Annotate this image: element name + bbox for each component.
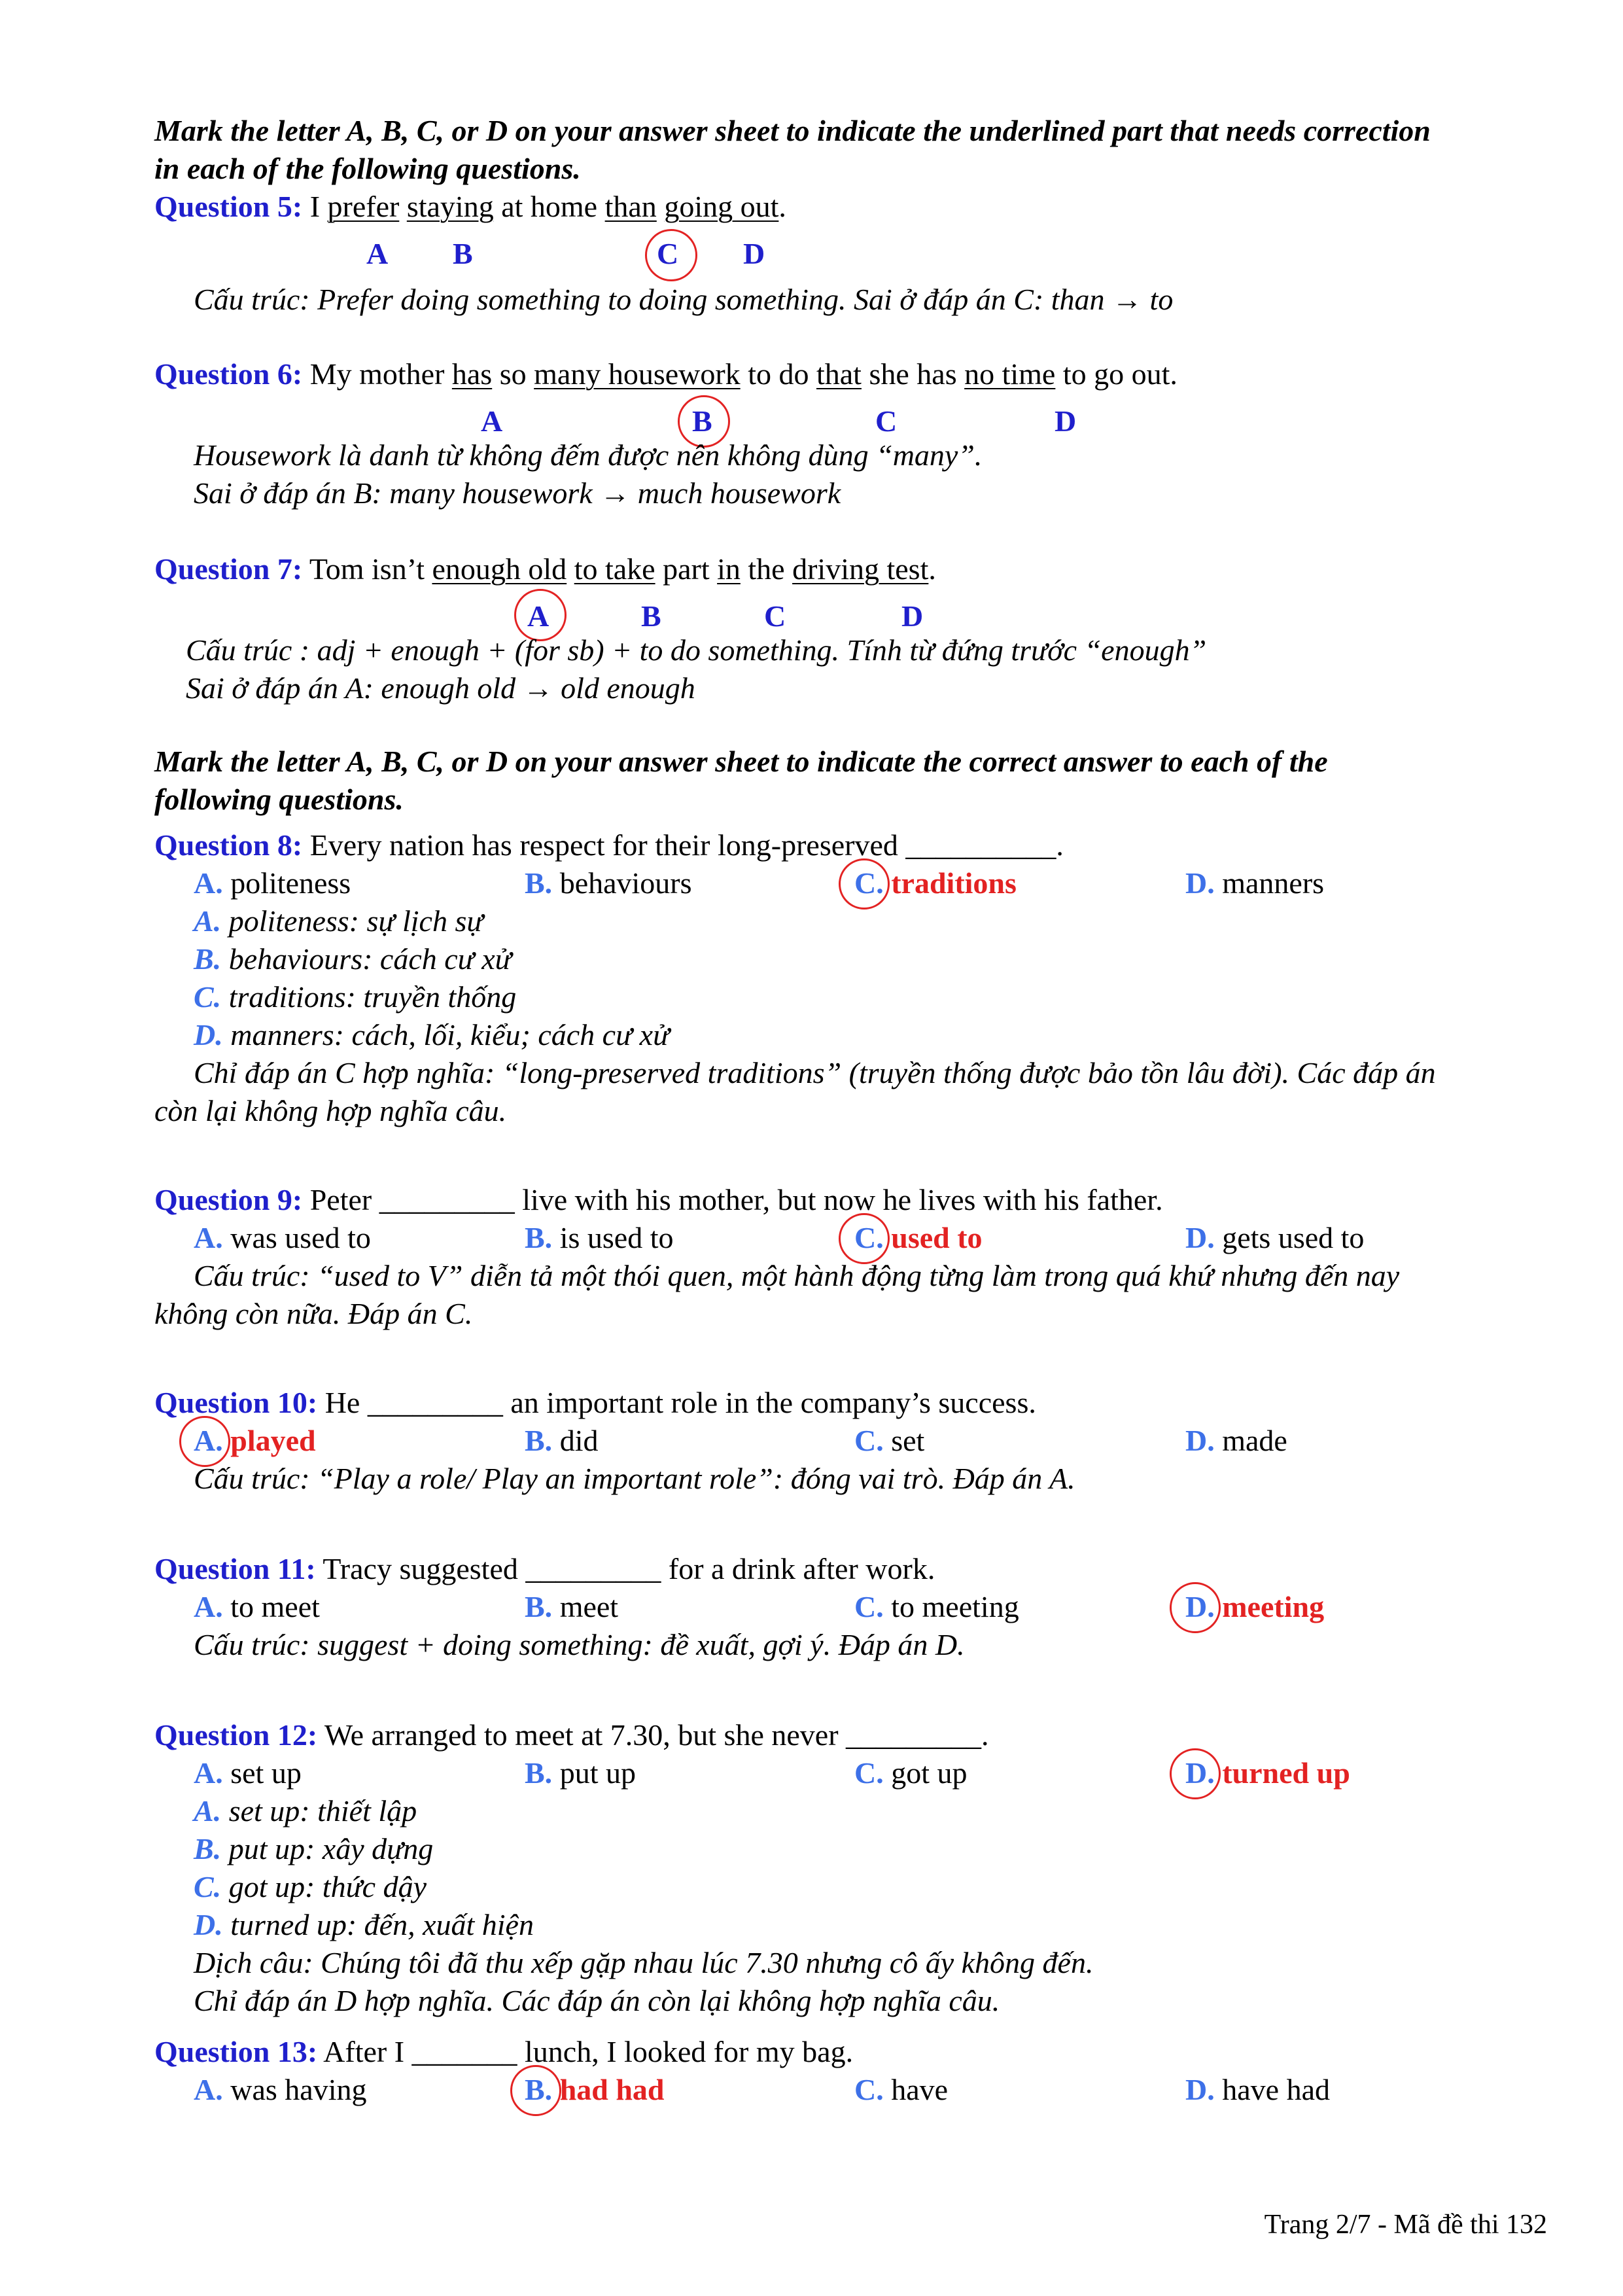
explanation: Chỉ đáp án C hợp nghĩa: “long-preserved traditions” (truyền thống được bảo tồn lâu đời). Các đáp án (194, 1056, 1436, 1089)
option-text: did (552, 1424, 599, 1457)
answer-circle (1170, 1582, 1221, 1633)
option-letter: D. (1185, 1221, 1215, 1254)
text: to do (740, 357, 816, 391)
question-label: Question 9: (154, 1183, 303, 1216)
letter-b: B (453, 237, 473, 270)
question-text: Every nation has respect for their long-preserved __________. (302, 828, 1064, 862)
answer-circle (179, 1416, 230, 1467)
explanation-text: set up: thiết lập (221, 1794, 417, 1828)
letter-a: A (481, 404, 503, 438)
option-letter: B. (525, 1424, 553, 1457)
option-letter: C. (194, 1870, 222, 1903)
explanation: Sai ở đáp án B: many housework → much housework (194, 476, 841, 510)
option-text: have had (1214, 2073, 1330, 2106)
option-c (854, 1589, 1019, 1625)
question-7 (154, 551, 936, 588)
text (657, 190, 665, 223)
text (567, 552, 574, 586)
letter-a: A (527, 599, 550, 633)
option-a (194, 1589, 320, 1625)
option-text: gets used to (1214, 1221, 1365, 1254)
option-a (194, 1220, 371, 1256)
option-letter: B. (525, 1756, 553, 1790)
question-text: After I _______ lunch, I looked for my bag. (317, 2035, 854, 2068)
correct-answer: used to (891, 1221, 983, 1254)
letter-c: C (764, 599, 786, 633)
explanation: Dịch câu: Chúng tôi đã thu xếp gặp nhau lúc 7.30 nhưng cô ấy không đến. (194, 1946, 1094, 1979)
explanation: Cấu trúc: “Play a role/ Play an important role”: đóng vai trò. Đáp án A. (194, 1462, 1075, 1495)
explanation: còn lại không hợp nghĩa câu. (154, 1094, 507, 1127)
question-5 (154, 188, 786, 225)
option-letter: D. (1185, 1424, 1215, 1457)
option-explanation (194, 1869, 427, 1905)
option-letter: B. (525, 1590, 553, 1623)
instruction-line: Mark the letter A, B, C, or D on your answer sheet to indicate the underlined part that needs correction (154, 114, 1431, 147)
option-letter: A. (194, 1590, 223, 1623)
option-a (194, 2072, 366, 2108)
option-text: set (883, 1424, 925, 1457)
explanation-text: put up: xây dựng (221, 1832, 434, 1865)
question-label: Question 5: (154, 190, 303, 223)
text: to go out. (1055, 357, 1178, 391)
letter-d: D (743, 237, 765, 270)
answer-circle (839, 1213, 890, 1264)
answer-circle (645, 229, 697, 281)
option-letter: B. (525, 866, 553, 900)
question-label: Question 11: (154, 1552, 316, 1585)
option-b (525, 1220, 673, 1256)
option-letter: A. (194, 866, 223, 900)
correct-answer: turned up (1222, 1756, 1350, 1790)
instruction-line: in each of the following questions. (154, 152, 581, 185)
option-b (525, 1755, 636, 1792)
option-letter: C. (854, 2073, 884, 2106)
text: she has (861, 357, 965, 391)
option-letter: A. (194, 1756, 223, 1790)
question-text: Peter _________ live with his mother, but now he lives with his father. (302, 1183, 1163, 1216)
option-c (854, 1755, 968, 1792)
option-letter: C. (854, 866, 884, 900)
letter-b: B (692, 404, 712, 438)
instruction-line: following questions. (154, 783, 404, 816)
option-letter: D. (1185, 866, 1215, 900)
underlined-part-d: no time (964, 357, 1056, 391)
option-text: put up (552, 1756, 636, 1790)
option-letter: A. (194, 1794, 222, 1828)
option-d (1185, 2072, 1330, 2108)
letter-c: C (875, 404, 898, 438)
text: . (778, 190, 786, 223)
option-text: have (883, 2073, 949, 2106)
explanation: Sai ở đáp án A: enough old → old enough (186, 671, 695, 705)
question-label: Question 13: (154, 2035, 318, 2068)
option-a (194, 1755, 302, 1792)
explanation-text: manners: cách, lối, kiểu; cách cư xử (222, 1018, 670, 1051)
option-text: behaviours (552, 866, 692, 900)
text: part (655, 552, 718, 586)
letter-b: B (641, 599, 661, 633)
correct-answer: played (230, 1424, 316, 1457)
underlined-part-a: has (451, 357, 493, 391)
explanation: Cấu trúc: Prefer doing something to doing something. Sai ở đáp án C: than → to (194, 283, 1174, 316)
question-label: Question 7: (154, 552, 303, 586)
option-b (525, 1422, 598, 1459)
underlined-part-b: staying (406, 190, 494, 223)
option-text: made (1214, 1424, 1287, 1457)
question-text: We arranged to meet at 7.30, but she never _________. (317, 1718, 989, 1752)
correct-answer: traditions (891, 866, 1017, 900)
option-d (1185, 1422, 1287, 1459)
option-d (1185, 1220, 1364, 1256)
option-text: meet (552, 1590, 619, 1623)
option-d (1185, 865, 1324, 902)
letter-d: D (901, 599, 924, 633)
question-11 (154, 1551, 935, 1587)
option-text: to meeting (883, 1590, 1019, 1623)
option-letter: C. (854, 1424, 884, 1457)
option-letter: D. (1185, 1756, 1215, 1790)
underlined-part-c: in (717, 552, 741, 586)
question-label: Question 8: (154, 828, 303, 862)
question-8 (154, 827, 1064, 864)
text: I (309, 190, 328, 223)
explanation: Cấu trúc : adj + enough + (for sb) + to do something. Tính từ đứng trước “enough” (186, 633, 1207, 667)
question-text: He _________ an important role in the company’s success. (317, 1386, 1036, 1419)
explanation-text: behaviours: cách cư xử (221, 942, 512, 976)
question-12 (154, 1717, 989, 1754)
option-c (854, 1422, 924, 1459)
explanation: Housework là danh từ không đếm được nên không dùng “many”. (194, 438, 983, 472)
option-b (525, 1589, 618, 1625)
letter-c: C (657, 237, 679, 270)
explanation: Cấu trúc: suggest + doing something: đề xuất, gợi ý. Đáp án D. (194, 1628, 965, 1661)
option-letter: A. (194, 2073, 223, 2106)
option-explanation (194, 1907, 534, 1943)
option-explanation (194, 1017, 669, 1053)
explanation-text: turned up: đến, xuất hiện (222, 1908, 534, 1941)
page-footer: Trang 2/7 - Mã đề thi 132 (1264, 2210, 1547, 2240)
letter-d: D (1055, 404, 1077, 438)
option-letter: C. (854, 1221, 884, 1254)
option-explanation (194, 1831, 433, 1867)
correct-answer: meeting (1222, 1590, 1325, 1623)
option-explanation (194, 903, 483, 940)
option-text: got up (883, 1756, 968, 1790)
text: My mother (309, 357, 452, 391)
text: so (492, 357, 534, 391)
option-text: to meet (222, 1590, 320, 1623)
question-6 (154, 356, 1178, 393)
option-c (854, 2072, 948, 2108)
question-label: Question 10: (154, 1386, 318, 1419)
correct-answer: had had (559, 2073, 665, 2106)
underlined-part-c: than (604, 190, 657, 223)
underlined-part-b: many housework (534, 357, 741, 391)
explanation-text: got up: thức dậy (221, 1870, 427, 1903)
option-b (525, 865, 692, 902)
explanation-text: traditions: truyền thống (221, 980, 517, 1014)
underlined-part-d: driving test (792, 552, 929, 586)
option-text: is used to (552, 1221, 674, 1254)
option-explanation (194, 1793, 417, 1829)
explanation-text: politeness: sự lịch sự (221, 904, 483, 938)
explanation: không còn nữa. Đáp án C. (154, 1297, 473, 1330)
option-text: set up (222, 1756, 302, 1790)
option-letter: B. (525, 2073, 553, 2106)
option-letter: D. (194, 1908, 223, 1941)
underlined-part-b: to take (574, 552, 655, 586)
question-text: Tracy suggested _________ for a drink after work. (315, 1552, 935, 1585)
option-letter: B. (194, 942, 222, 976)
underlined-part-a: prefer (327, 190, 400, 223)
option-letter: C. (854, 1756, 884, 1790)
answer-circle (510, 2065, 561, 2116)
option-text: was used to (222, 1221, 371, 1254)
option-text: politeness (222, 866, 351, 900)
question-9 (154, 1182, 1163, 1218)
text: at home (493, 190, 605, 223)
option-letter: D. (1185, 1590, 1215, 1623)
option-letter: D. (1185, 2073, 1215, 2106)
letter-a: A (366, 237, 389, 270)
answer-circle (839, 858, 890, 910)
answer-circle (1170, 1748, 1221, 1799)
underlined-part-a: enough old (432, 552, 567, 586)
option-text: manners (1214, 866, 1325, 900)
text (399, 190, 407, 223)
option-explanation (194, 979, 516, 1016)
option-a (194, 865, 351, 902)
option-letter: B. (525, 1221, 553, 1254)
text: . (928, 552, 936, 586)
option-letter: A. (194, 904, 222, 938)
option-text: was having (222, 2073, 367, 2106)
text: the (740, 552, 793, 586)
option-explanation (194, 941, 512, 978)
question-10 (154, 1385, 1036, 1421)
explanation: Chỉ đáp án D hợp nghĩa. Các đáp án còn lại không hợp nghĩa câu. (194, 1984, 1000, 2017)
question-label: Question 6: (154, 357, 303, 391)
question-13 (154, 2034, 853, 2070)
text: Tom isn’t (309, 552, 432, 586)
option-letter: D. (194, 1018, 223, 1051)
option-letter: A. (194, 1424, 223, 1457)
option-letter: A. (194, 1221, 223, 1254)
instruction-line: Mark the letter A, B, C, or D on your answer sheet to indicate the correct answer to each of the (154, 745, 1328, 778)
option-letter: C. (194, 980, 222, 1014)
option-letter: B. (194, 1832, 222, 1865)
underlined-part-c: that (816, 357, 862, 391)
explanation: Cấu trúc: “used to V” diễn tả một thói quen, một hành động từng làm trong quá khứ nhưng đến nay (194, 1259, 1400, 1292)
question-label: Question 12: (154, 1718, 318, 1752)
underlined-part-d: going out (664, 190, 779, 223)
option-letter: C. (854, 1590, 884, 1623)
